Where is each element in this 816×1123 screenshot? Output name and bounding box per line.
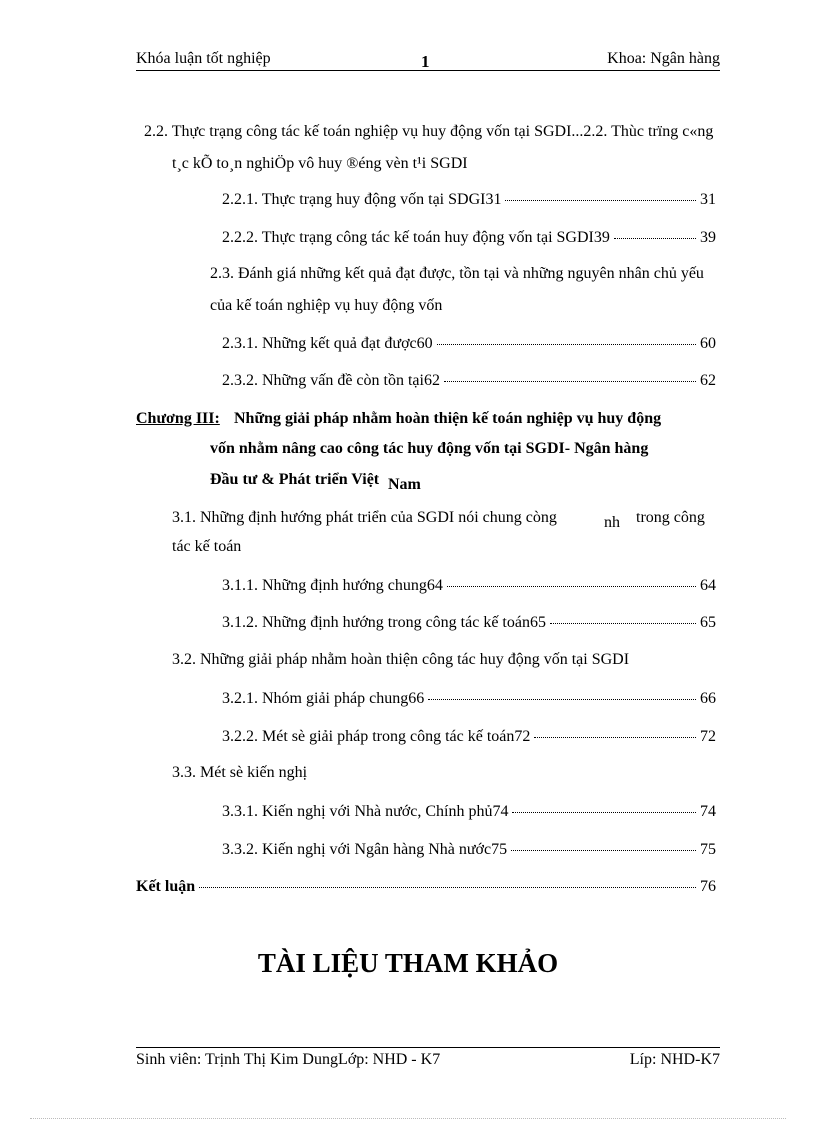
footer-right: Líp: NHD-K7 — [629, 1051, 720, 1068]
leader-dots — [511, 850, 696, 851]
leader-dots — [199, 887, 696, 888]
toc-3-2: 3.2. Những giải pháp nhằm hoàn thiện công tác huy động vốn tại SGDI — [172, 651, 630, 668]
toc-entry-page: 60 — [700, 335, 716, 352]
header-rule — [136, 70, 720, 71]
toc-conclusion — [136, 877, 716, 897]
header-left: Khóa luận tốt nghiệp — [136, 50, 271, 67]
toc-entry-page: 72 — [700, 728, 716, 745]
leader-dots — [505, 200, 696, 201]
toc-entry-page: 62 — [700, 372, 716, 389]
toc-2-2-2 — [222, 228, 716, 248]
toc-3-1-line2: tác kế toán — [172, 538, 242, 555]
leader-dots — [444, 381, 696, 382]
toc-2-2-1 — [222, 190, 716, 210]
toc-entry-title: 2.3.2. Những vấn đề còn tồn tại62 — [222, 372, 440, 389]
toc-entry-title: 2.2.1. Thực trạng huy động vốn tại SDGI31 — [222, 191, 502, 208]
toc-entry-page: 64 — [700, 577, 716, 594]
chapter-3-title-line3: Đầu tư & Phát triển Việt — [210, 471, 380, 488]
toc-entry-page: 65 — [700, 614, 716, 631]
leader-dots — [428, 699, 696, 700]
toc-3-3-1 — [222, 802, 716, 822]
toc-3-3-2 — [222, 840, 716, 860]
chapter-3-title-line2: vốn nhằm nâng cao công tác huy động vốn tại SGDI- Ngân hàng — [210, 440, 649, 457]
toc-2-3-1 — [222, 334, 716, 354]
footer-left: Sinh viên: Trịnh Thị Kim DungLớp: NHD - K7 — [136, 1051, 441, 1068]
toc-entry-title: 3.3.2. Kiến nghị với Ngân hàng Nhà nước75 — [222, 841, 508, 858]
toc-entry-page: 66 — [700, 690, 716, 707]
leader-dots — [447, 586, 696, 587]
toc-3-1-2 — [222, 613, 716, 633]
page-bottom-border — [30, 1118, 786, 1119]
toc-3-3: 3.3. Mét sè kiến nghị — [172, 764, 308, 781]
toc-2-2 — [144, 116, 716, 180]
leader-dots — [614, 238, 696, 239]
toc-3-1-line1c: trong công — [636, 509, 705, 526]
toc-2-3-2 — [222, 371, 716, 391]
leader-dots — [437, 344, 696, 345]
leader-dots — [550, 623, 696, 624]
toc-entry-title: 3.3.1. Kiến nghị với Nhà nước, Chính phủ74 — [222, 803, 509, 820]
toc-entry-page: 76 — [700, 878, 716, 895]
chapter-3-label: Chương III: — [136, 410, 220, 427]
toc-entry-title: 3.1.2. Những định hướng trong công tác kế toán65 — [222, 614, 546, 631]
footer-rule — [136, 1047, 720, 1048]
toc-2-2-text: 2.2. Thực trạng công tác kế toán nghiệp vụ huy động vốn tại SGDI...2.2. Thùc trïng c«ng t¸c kÕ to¸n nghiÖp vô huy ®éng vèn t¹i SGDI — [144, 123, 714, 172]
toc-entry-title: 2.3.1. Những kết quả đạt được60 — [222, 335, 433, 352]
toc-3-1-line1a: 3.1. Những định hướng phát triển của SGDI nói chung còng — [172, 509, 557, 526]
toc-entry-page: 31 — [700, 191, 716, 208]
toc-entry-page: 39 — [700, 229, 716, 246]
toc-3-1-line1b: nh — [604, 514, 620, 531]
toc-3-2-1 — [222, 689, 716, 709]
toc-3-1-1 — [222, 576, 716, 596]
chapter-3-title-line3b: Nam — [388, 476, 421, 493]
leader-dots — [534, 737, 696, 738]
toc-entry-title: Kết luận — [136, 878, 196, 895]
leader-dots — [512, 812, 696, 813]
toc-3-2-2 — [222, 727, 716, 747]
toc-entry-title: 3.2.1. Nhóm giải pháp chung66 — [222, 690, 425, 707]
toc-entry-title: 2.2.2. Thực trạng công tác kế toán huy động vốn tại SGDI39 — [222, 229, 610, 246]
header-right: Khoa: Ngân hàng — [607, 50, 720, 67]
toc-entry-page: 75 — [700, 841, 716, 858]
toc-entry-title: 3.1.1. Những định hướng chung64 — [222, 577, 443, 594]
page-number: 1 — [421, 52, 430, 71]
toc-entry-page: 74 — [700, 803, 716, 820]
toc-2-3: 2.3. Đánh giá những kết quả đạt được, tồn tại và những nguyên nhân chủ yếu của kế toán nghiệp vụ huy động vốn — [210, 265, 704, 314]
toc-entry-title: 3.2.2. Mét sè giải pháp trong công tác kế toán72 — [222, 728, 531, 745]
references-title: TÀI LIỆU THAM KHẢO — [257, 948, 559, 978]
chapter-3-title-line1: Những giải pháp nhằm hoàn thiện kế toán nghiệp vụ huy động — [234, 410, 662, 427]
